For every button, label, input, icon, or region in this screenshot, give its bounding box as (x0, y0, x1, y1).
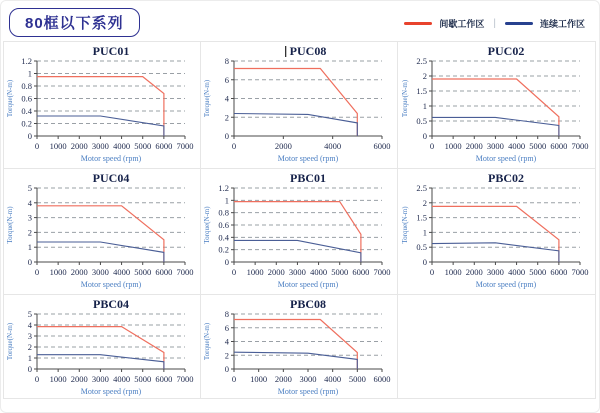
y-axis-title: Torque(N-m) (203, 79, 211, 118)
x-tick-label: 1000 (49, 267, 67, 277)
intermittent-curve (432, 206, 559, 262)
x-tick-label: 6000 (155, 374, 173, 384)
x-tick-label: 2000 (274, 141, 292, 151)
y-tick-label: 0 (224, 131, 229, 141)
text-cursor (285, 46, 286, 57)
y-tick-label: 0 (224, 364, 229, 374)
x-tick-label: 4000 (113, 374, 131, 384)
x-tick-label: 2000 (70, 141, 88, 151)
x-tick-label: 1000 (250, 374, 268, 384)
y-tick-label: 0 (27, 364, 32, 374)
chart-cell-PBC01 (201, 169, 398, 295)
chart-PBC04 (4, 297, 200, 398)
x-axis-title: Motor speed (rpm) (277, 154, 339, 163)
y-tick-label: 2 (422, 71, 427, 81)
series-title: 80框以下系列 (25, 14, 124, 32)
x-tick-label: 7000 (176, 267, 194, 277)
y-axis-title: Torque(N-m) (6, 322, 14, 361)
x-tick-label: 6000 (373, 374, 391, 384)
chart-PUC01 (4, 44, 200, 165)
x-tick-label: 7000 (571, 267, 588, 277)
y-tick-label: 0.2 (218, 244, 229, 255)
intermittent-curve (234, 69, 357, 137)
x-axis-title: Motor speed (rpm) (80, 387, 142, 396)
chart-title: PBC04 (93, 297, 129, 311)
x-tick-label: 4000 (324, 141, 342, 151)
intermittent-zone-label: 间歇工作区 (439, 18, 485, 29)
x-tick-label: 0 (34, 141, 40, 151)
continuous-curve (37, 242, 164, 262)
x-tick-label: 2000 (267, 267, 285, 277)
y-tick-label: 0.8 (21, 81, 32, 91)
y-tick-label: 2.5 (415, 56, 427, 66)
x-tick-label: 4000 (507, 267, 525, 277)
x-tick-label: 7000 (176, 141, 194, 151)
x-tick-label: 6000 (549, 267, 567, 277)
y-tick-label: 5 (27, 309, 32, 319)
x-tick-label: 1000 (49, 374, 67, 384)
x-tick-label: 3000 (91, 141, 109, 151)
y-tick-label: 3 (27, 331, 32, 341)
legend (404, 17, 585, 30)
x-tick-label: 7000 (176, 374, 194, 384)
x-tick-label: 3000 (288, 267, 306, 277)
x-tick-label: 4000 (507, 141, 525, 151)
continuous-curve (432, 243, 559, 262)
chart-title: PBC02 (487, 171, 524, 185)
x-tick-label: 0 (231, 141, 237, 151)
y-tick-label: 0 (224, 257, 229, 267)
x-tick-label: 1000 (246, 267, 264, 277)
chart-PUC08 (201, 44, 397, 165)
chart-title: PUC01 (92, 44, 130, 58)
y-tick-label: 0 (27, 257, 32, 267)
y-tick-label: 0.6 (21, 93, 32, 104)
chart-PBC02 (399, 171, 595, 291)
x-tick-label: 2000 (70, 267, 88, 277)
continuous-curve (234, 352, 357, 369)
x-tick-label: 2000 (274, 374, 292, 384)
series-title-badge (9, 8, 140, 37)
legend-separator: | (493, 17, 496, 29)
x-tick-label: 2000 (465, 141, 483, 151)
continuous-zone-label: 连续工作区 (539, 18, 585, 29)
y-axis-title: Torque(N-m) (6, 206, 14, 244)
x-tick-label: 5000 (134, 141, 152, 151)
x-tick-label: 4000 (324, 374, 342, 384)
y-axis-title: Torque(N-m) (400, 79, 409, 118)
x-axis-title: Motor speed (rpm) (475, 280, 536, 289)
y-tick-label: 1 (224, 195, 229, 206)
y-tick-label: 4 (27, 320, 32, 330)
y-axis-title: Torque(N-m) (6, 79, 14, 118)
y-axis-title: Torque(N-m) (400, 206, 409, 244)
x-tick-label: 0 (429, 141, 434, 151)
chart-title: PUC08 (289, 44, 327, 58)
x-tick-label: 3000 (486, 141, 504, 151)
x-tick-label: 0 (231, 374, 237, 384)
x-tick-label: 2000 (70, 374, 88, 384)
intermittent-line-swatch (404, 22, 432, 25)
y-tick-label: 1.2 (21, 56, 32, 66)
y-tick-label: 0.4 (21, 106, 32, 116)
intermittent-curve (234, 320, 357, 370)
y-tick-label: 5 (27, 183, 32, 193)
chart-title: PUC04 (92, 171, 130, 185)
x-tick-label: 3000 (91, 267, 109, 277)
y-tick-label: 2 (27, 227, 32, 238)
y-tick-label: 2.5 (415, 183, 427, 193)
y-tick-label: 4 (224, 336, 229, 347)
x-tick-label: 4000 (310, 267, 328, 277)
y-tick-label: 1 (422, 101, 427, 111)
y-tick-label: 0.5 (415, 116, 427, 126)
x-tick-label: 2000 (465, 267, 483, 277)
x-tick-label: 6000 (155, 141, 173, 151)
x-axis-title: Motor speed (rpm) (277, 280, 339, 289)
x-tick-label: 5000 (348, 374, 366, 384)
chart-title: PBC01 (290, 171, 326, 185)
x-tick-label: 0 (34, 374, 40, 384)
chart-PUC02 (399, 44, 595, 165)
chart-PBC01 (201, 171, 397, 291)
header (1, 1, 599, 41)
chart-PBC08 (201, 297, 397, 398)
x-tick-label: 3000 (91, 374, 109, 384)
y-tick-label: 2 (224, 112, 229, 123)
x-tick-label: 1000 (444, 267, 462, 277)
chart-cell-PBC02 (398, 169, 595, 295)
x-axis-title: Motor speed (rpm) (80, 280, 142, 289)
y-tick-label: 4 (27, 197, 32, 208)
x-tick-label: 7000 (571, 141, 588, 151)
chart-cell-PBC08 (201, 295, 398, 398)
y-tick-label: 1.5 (415, 86, 427, 96)
chart-cell-PUC08 (201, 42, 398, 169)
y-tick-label: 6 (224, 74, 229, 85)
charts-grid (3, 41, 596, 399)
continuous-curve (234, 240, 361, 262)
y-tick-label: 1 (27, 68, 32, 79)
x-tick-label: 0 (34, 267, 40, 277)
x-tick-label: 0 (231, 267, 237, 277)
y-tick-label: 1 (27, 242, 32, 253)
chart-cell-PBC04 (4, 295, 201, 398)
x-tick-label: 4000 (113, 267, 131, 277)
x-tick-label: 1000 (49, 141, 67, 151)
x-axis-title: Motor speed (rpm) (277, 387, 339, 396)
x-tick-label: 5000 (528, 267, 546, 277)
y-tick-label: 0.8 (218, 207, 229, 218)
chart-cell-PUC04 (4, 169, 201, 295)
x-tick-label: 0 (429, 267, 434, 277)
y-tick-label: 1 (422, 227, 427, 238)
y-tick-label: 8 (224, 56, 229, 66)
y-tick-label: 0 (27, 131, 32, 141)
y-tick-label: 3 (27, 212, 32, 223)
x-tick-label: 1000 (444, 141, 462, 151)
continuous-line-swatch (505, 22, 533, 25)
y-tick-label: 0.5 (415, 242, 427, 253)
chart-PUC04 (4, 171, 200, 291)
intermittent-curve (37, 206, 164, 262)
chart-title: PUC02 (487, 44, 524, 58)
y-tick-label: 0 (422, 131, 427, 141)
x-tick-label: 6000 (373, 141, 391, 151)
continuous-curve (37, 355, 164, 369)
y-tick-label: 8 (224, 309, 229, 319)
y-tick-label: 6 (224, 322, 229, 333)
x-tick-label: 6000 (155, 267, 173, 277)
chart-title: PBC08 (290, 297, 326, 311)
y-tick-label: 1.2 (218, 183, 229, 193)
chart-cell-PUC01 (4, 42, 201, 169)
x-tick-label: 6000 (352, 267, 370, 277)
x-axis-title: Motor speed (rpm) (475, 154, 536, 163)
y-axis-title: Torque(N-m) (203, 322, 211, 361)
y-tick-label: 2 (224, 350, 229, 361)
y-tick-label: 1.5 (415, 212, 427, 223)
y-tick-label: 2 (27, 342, 32, 352)
empty-cell (398, 295, 595, 398)
x-tick-label: 5000 (528, 141, 546, 151)
continuous-curve (234, 114, 357, 137)
y-tick-label: 0 (422, 257, 427, 267)
intermittent-curve (234, 202, 361, 262)
x-tick-label: 5000 (134, 267, 152, 277)
y-tick-label: 1 (27, 353, 32, 363)
continuous-curve (432, 117, 559, 136)
y-tick-label: 4 (224, 93, 229, 104)
y-tick-label: 0.6 (218, 220, 229, 230)
y-tick-label: 0.4 (218, 232, 229, 243)
continuous-curve (37, 116, 164, 136)
x-tick-label: 3000 (299, 374, 317, 384)
x-tick-label: 5000 (134, 374, 152, 384)
x-tick-label: 3000 (486, 267, 504, 277)
intermittent-curve (37, 327, 164, 369)
x-axis-title: Motor speed (rpm) (80, 154, 142, 163)
chart-cell-PUC02 (398, 42, 595, 169)
x-tick-label: 4000 (113, 141, 131, 151)
x-tick-label: 6000 (549, 141, 567, 151)
intermittent-curve (432, 79, 559, 136)
y-tick-label: 0.2 (21, 118, 32, 129)
x-tick-label: 7000 (373, 267, 391, 277)
x-tick-label: 5000 (331, 267, 349, 277)
y-tick-label: 2 (422, 197, 427, 208)
y-axis-title: Torque(N-m) (203, 206, 211, 244)
